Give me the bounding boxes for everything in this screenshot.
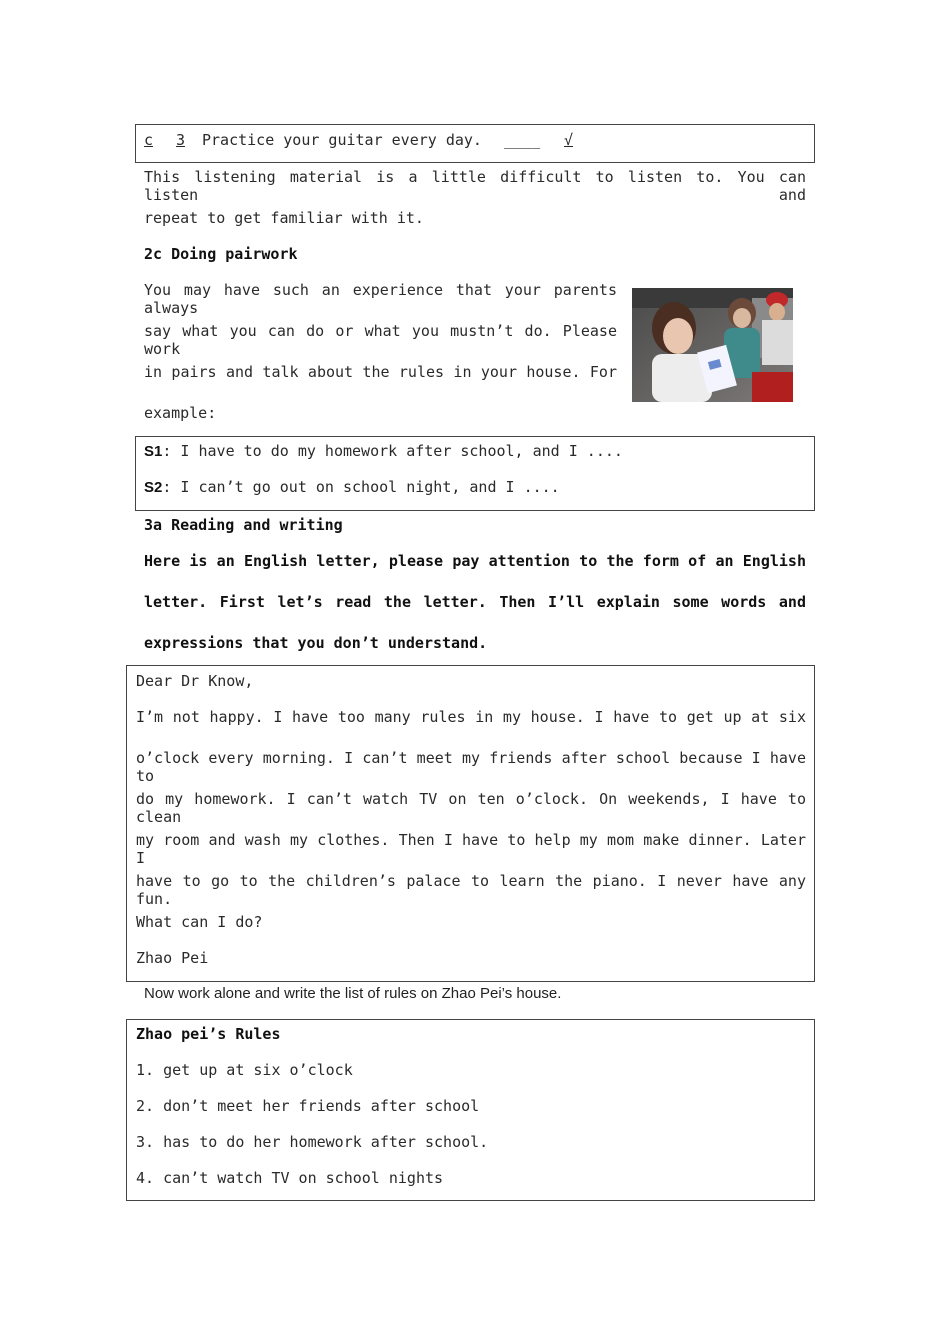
answer-blank: ____ [504, 131, 541, 149]
answer-check: √ [564, 131, 574, 149]
section-2c-line-4: example: [144, 404, 217, 422]
section-2c-line-1: You may have such an experience that your parents always [144, 281, 617, 317]
letter-line-2: o’clock every morning. I can’t meet my friends after school because I have to [136, 749, 806, 785]
letter-signature: Zhao Pei [136, 949, 209, 967]
dialogue-box [135, 436, 815, 511]
letter-line-5: have to go to the children’s palace to learn the piano. I never have any fun. [136, 872, 806, 908]
section-2c-line-2: say what you can do or what you mustn’t do. Please work [144, 322, 617, 358]
section-3a-line-2: letter. First let’s read the letter. Then I’ll explain some words and [144, 593, 806, 611]
children-photo [632, 288, 793, 402]
dialogue-text-2: : I can’t go out on school night, and I .... [162, 478, 560, 496]
letter-line-4: my room and wash my clothes. Then I have to help my mom make dinner. Later I [136, 831, 806, 867]
rule-item-2: 2. don’t meet her friends after school [136, 1097, 480, 1115]
answer-letter: c [144, 131, 154, 149]
listening-note-line-1: This listening material is a little difficult to listen to. You can listen and [144, 168, 806, 204]
section-3a-heading: 3a Reading and writing [144, 516, 343, 534]
instruction-text: Now work alone and write the list of rules on Zhao Pei’s house. [144, 985, 562, 1002]
answer-number: 3 [176, 131, 186, 149]
letter-box [126, 665, 815, 982]
section-3a-line-3: expressions that you don’t understand. [144, 634, 488, 652]
letter-line-3: do my homework. I can’t watch TV on ten o’clock. On weekends, I have to clean [136, 790, 806, 826]
rule-item-3: 3. has to do her homework after school. [136, 1133, 489, 1151]
section-2c-heading: 2c Doing pairwork [144, 245, 298, 263]
dialogue-line-1 [144, 442, 623, 460]
letter-line-1: I’m not happy. I have too many rules in my house. I have to get up at six [136, 708, 806, 726]
letter-line-6: What can I do? [136, 913, 263, 931]
speaker-s1: S1 [144, 443, 163, 460]
listening-note-line-2: repeat to get familiar with it. [144, 209, 424, 227]
dialogue-text-1: : I have to do my homework after school, and I .... [162, 442, 623, 460]
rule-item-4: 4. can’t watch TV on school nights [136, 1169, 444, 1187]
rule-item-1: 1. get up at six o’clock [136, 1061, 353, 1079]
section-3a-line-1: Here is an English letter, please pay attention to the form of an English [144, 552, 806, 570]
speaker-s2: S2 [144, 479, 163, 496]
rules-title: Zhao pei’s Rules [136, 1025, 281, 1043]
section-2c-line-3: in pairs and talk about the rules in your house. For [144, 363, 617, 381]
dialogue-line-2 [144, 478, 560, 496]
answer-row-box [135, 124, 815, 163]
rules-box [126, 1019, 815, 1201]
answer-text: Practice your guitar every day. [202, 131, 482, 149]
letter-greeting: Dear Dr Know, [136, 672, 254, 690]
